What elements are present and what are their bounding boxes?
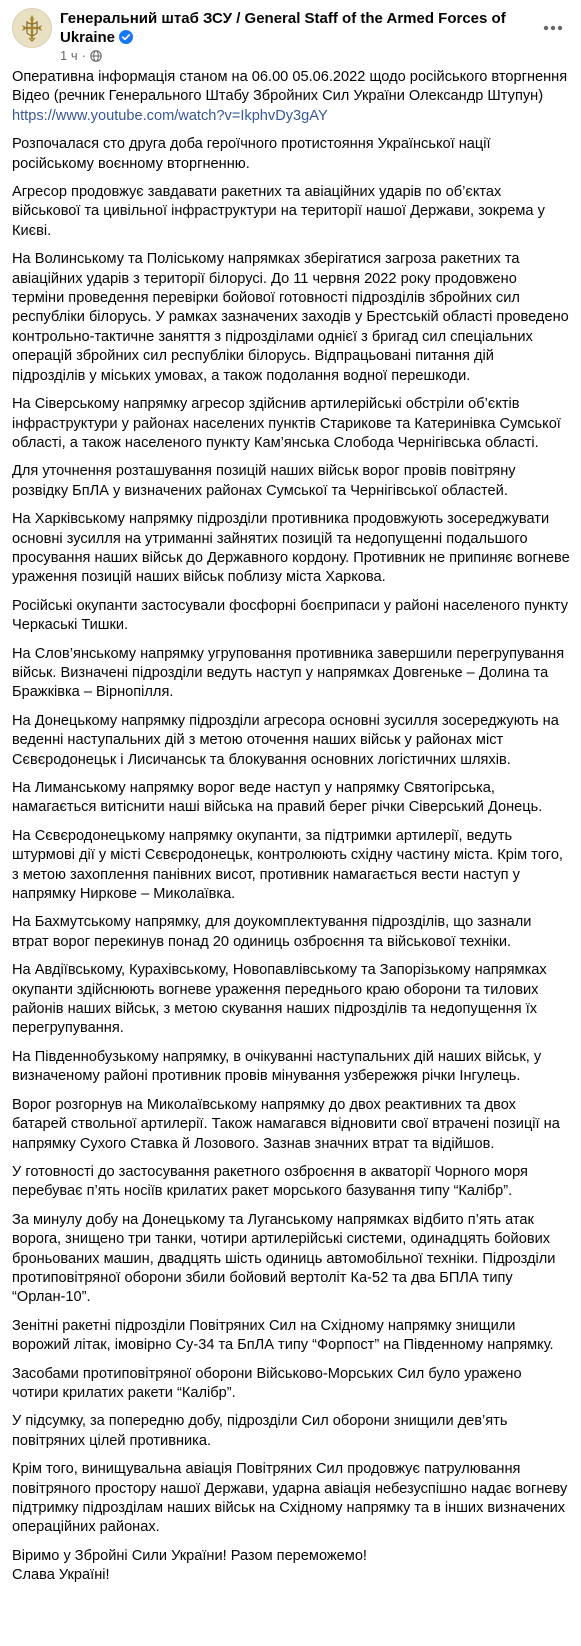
post-author[interactable] (60, 9, 506, 49)
more-options-button[interactable] (537, 12, 569, 44)
page-avatar[interactable] (12, 8, 52, 48)
post-paragraph: На Слов’янському напрямку угруповання противника завершили перегрупування військ. Визначені підрозділи ведуть наступ у напрямках Довгеньке – Долина та Бражківка – Вірнопілля. (12, 645, 565, 701)
globe-icon (90, 50, 102, 66)
post-paragraph: На Бахмутському напрямку, для доукомплектування підрозділів, що зазнали втрат ворог перекинув понад 20 одиниць озброєння та військової техніки. (12, 914, 532, 950)
post-header (0, 0, 581, 68)
post-intro (12, 68, 570, 126)
meta-separator: · (81, 48, 86, 63)
post-paragraphs (12, 135, 570, 1538)
post-paragraph: Зенітні ракетні підрозділи Повітряних Сил на Східному напрямку знищили ворожий літак, імовірно Су-34 та БпЛА типу “Форпост” на Південному напрямку. (12, 1317, 554, 1354)
post-paragraph: На Харківському напрямку підрозділи противника продовжують зосереджувати основні зусилля на утриманні зайнятих позицій та недопущенні подальшого просування наших військ до Державного кордону. Противник не припиняє вогневе ураження позицій наших військ поблизу міста Харкова. (12, 511, 570, 586)
post-paragraph: У готовності до застосування ракетного озброєння в акваторії Чорного моря перебуває п’ять носіїв крилатих ракет морського базування типу “Калібр”. (12, 1163, 528, 1200)
author-name[interactable]: Генеральний штаб ЗСУ / General Staff of the Armed Forces of Ukraine (60, 10, 506, 46)
more-options-icon (543, 25, 563, 31)
post-paragraph: На Донецькому напрямку підрозділи агресора основні зусилля зосереджують на веденні наступальних дій з метою оточення наших військ у районах міст Сєвєродонецьк і Лисичанськ та блокування основних логістичних шляхів. (12, 712, 559, 768)
intro-video-caption: Відео (речник Генерального Штабу Збройних Сил України Олександр Штупун) (12, 88, 544, 105)
post-meta (60, 48, 102, 66)
post-paragraph: На Волинському та Поліському напрямках зберігатися загроза ракетних та авіаційних ударів з території білорусі. До 11 червня 2022 року продовжено терміни проведення перевірки бойової готовності підрозділів збройних сил республіки білорусь. У рамках зазначених заходів у Брестській області проведено контрольно-тактичне заняття з підрозділами однієї з бригад сил спеціальних операцій збройних сил республіки білорусь. Відпрацьовані питання дій підрозділів у міських умовах, а також подолання водної перешкоди. (12, 251, 569, 384)
post-paragraph: Російські окупанти застосували фосфорні боєприпаси у районі населеного пункту Черкаські Тишки. (12, 597, 569, 634)
post-paragraph: За минулу добу на Донецькому та Луганському напрямках відбито п’ять атак ворога, знищено три танки, чотири артилерійські системи, одинадцять бойових броньованих машин, двадцять шість одиниць автомобільної техніки. Підрозділи протиповітряної оборони збили бойовий вертоліт Ка-52 та два БПЛА типу “Орлан-10”. (12, 1211, 556, 1306)
army-emblem-icon (13, 9, 51, 47)
post-paragraph: Засобами протиповітряної оборони Військово-Морських Сил було уражено чотири крилатих ракети “Калібр”. (12, 1365, 522, 1401)
closing-line: Віримо у Збройні Сили України! Разом переможемо! (12, 1547, 367, 1564)
post-paragraph: Розпочалася сто друга доба героїчного протистояння Української нації російському воєнному вторгненню. (12, 136, 491, 172)
post-timestamp[interactable]: 1 ч (60, 48, 78, 63)
intro-title: Оперативна інформація станом на 06.00 05.06.2022 щодо російського вторгнення (12, 69, 568, 85)
verified-badge-icon (119, 30, 133, 49)
post-closing (12, 1547, 570, 1586)
post-paragraph: У підсумку, за попередню добу, підрозділи Сил оборони знищили дев’ять повітряних цілей противника. (12, 1413, 508, 1449)
closing-line: Слава Україні! (12, 1567, 110, 1584)
post-paragraph: Крім того, винищувальна авіація Повітряних Сил продовжує патрулювання повітряного простору нашої Держави, ударна авіація небезуспішно надає вогневу підтримку підрозділам наших військ на Східному напрямку та в інших визначених операційних районах. (12, 1461, 568, 1536)
post-paragraph: На Сєвєродонецькому напрямку окупанти, за підтримки артилерії, ведуть штурмові дії у місті Сєвєродонецьк, контролюють східну частину міста. Крім того, з метою захоплення панівних висот, противник намагається вести наступ у напрямку Ниркове – Миколаївка. (12, 827, 563, 903)
post-paragraph: На Сіверському напрямку агресор здійснив артилерійські обстріли об’єктів інфраструктури у районах населених пунктів Старикове та Катеринівка Сумської області, а також населеного пункту Кам’янська Слобода Чернігівська області. (12, 396, 561, 451)
post-paragraph: На Південнобузькому напрямку, в очікуванні наступальних дій наших військ, у визначеному районі противник провів мінування узбережжя річки Інгулець. (12, 1048, 542, 1085)
post-paragraph: На Авдіївському, Курахівському, Новопавлівському та Запорізькому напрямках окупанти здійснюють вогневе ураження переднього краю оборони та тилових районів наших військ, з метою скування наших підрозділів та недопущення їх перегрупування. (12, 962, 547, 1037)
video-link[interactable]: https://www.youtube.com/watch?v=IkphvDy3gAY (12, 107, 328, 124)
post-paragraph: На Лиманському напрямку ворог веде наступ у напрямку Святогірська, намагається витіснити наші війська на правий берег річки Сіверський Донець. (12, 780, 543, 816)
post-content (12, 68, 570, 1595)
post-paragraph: Агресор продовжує завдавати ракетних та авіаційних ударів по об’єктах військової та цивільної інфраструктури на території нашої Держави, зокрема у Києві. (12, 184, 545, 239)
post-paragraph: Для уточнення розташування позицій наших військ ворог провів повітряну розвідку БпЛА у визначених районах Сумської та Чернігівської областей. (12, 463, 516, 499)
post-paragraph: Ворог розгорнув на Миколаївському напрямку до двох реактивних та двох батарей ствольної артилерії. Також намагався відновити свої втрачені позиції на напрямку Сухого Ставка й Лозового. Зазнав значних втрат та відійшов. (12, 1096, 560, 1152)
